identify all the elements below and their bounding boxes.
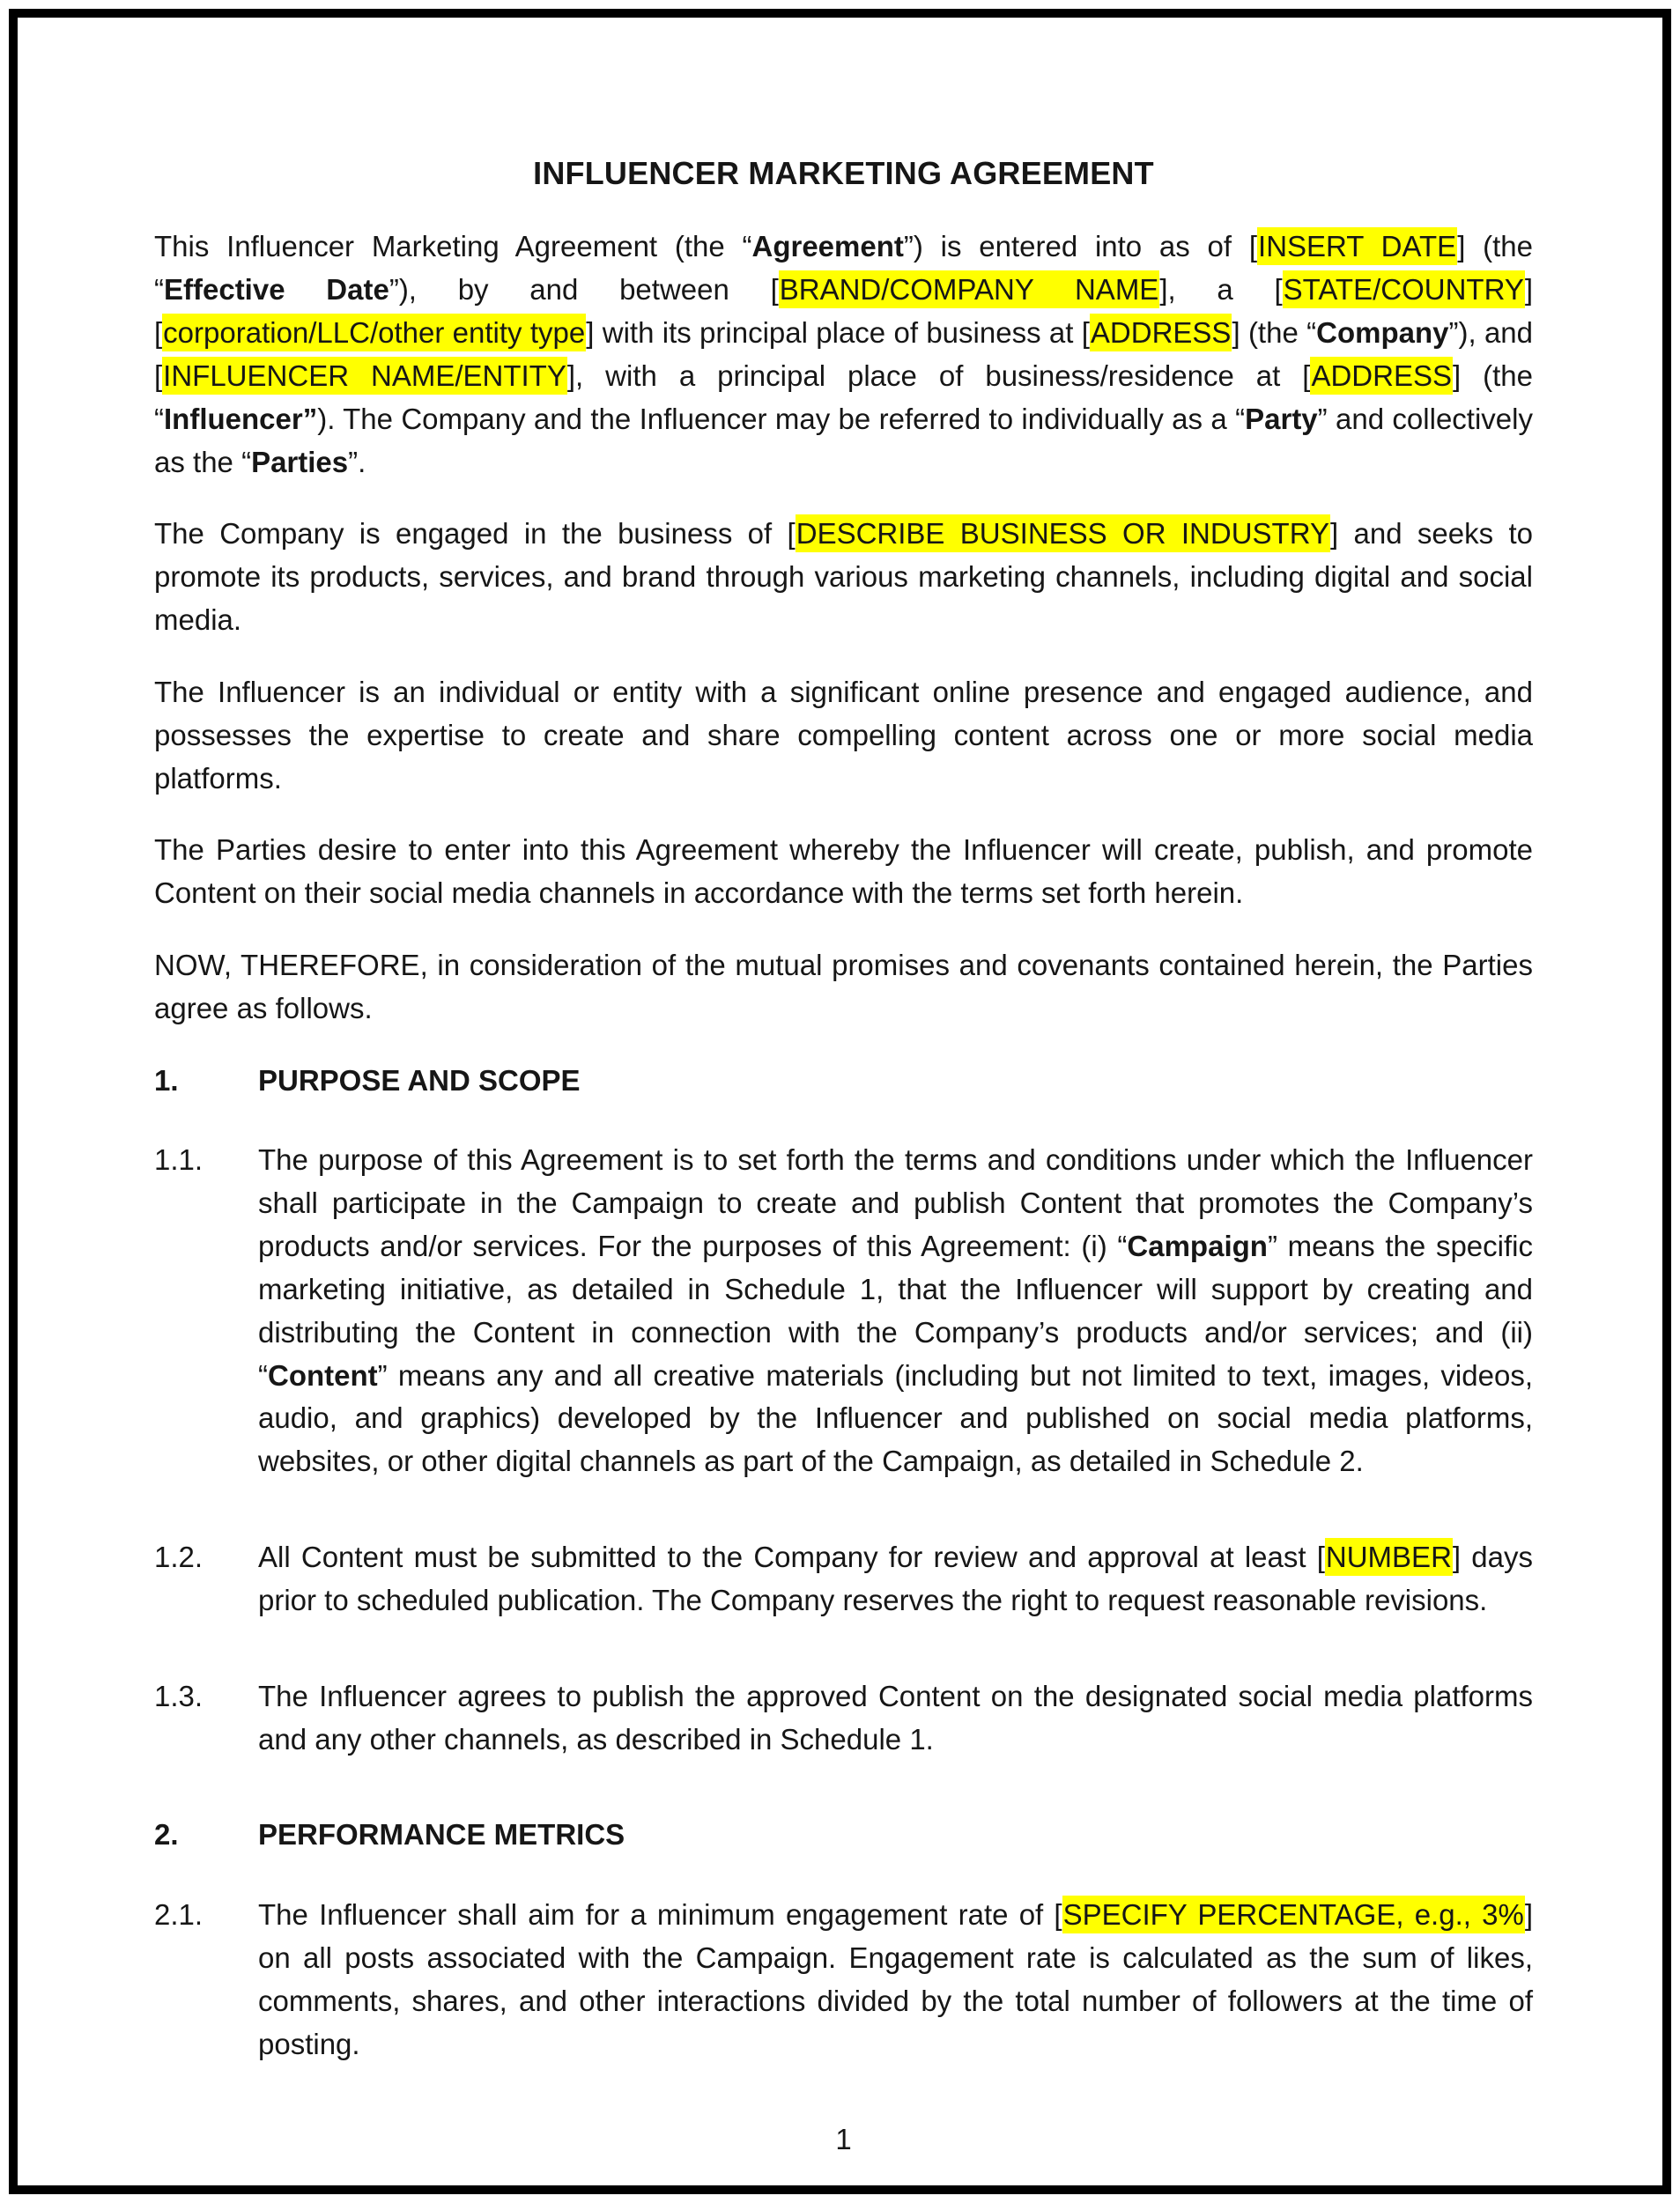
defined-term: Parties [251, 445, 349, 478]
text-run: The Influencer shall aim for a minimum engagement rate of [ [258, 1898, 1062, 1932]
defined-term: Campaign [1127, 1230, 1268, 1263]
page-number: 1 [835, 2122, 852, 2155]
placeholder-highlight: DESCRIBE BUSINESS OR INDUSTRY [796, 514, 1330, 552]
document-title: INFLUENCER MARKETING AGREEMENT [533, 155, 1154, 191]
text-run: ”. [348, 445, 366, 478]
placeholder-highlight: SPECIFY PERCENTAGE, e.g., 3% [1062, 1896, 1525, 1933]
text-run: ] days prior to scheduled publication. The Company reserves the right to request reasonable revisions. [258, 1541, 1533, 1616]
clause-text [258, 1894, 1533, 2066]
section-heading-label: PERFORMANCE METRICS [258, 1818, 625, 1852]
body-paragraph [154, 829, 1533, 915]
text-run: ] (the “ [154, 359, 1534, 435]
section-heading [154, 1060, 1533, 1103]
defined-term: Content [268, 1358, 378, 1392]
placeholder-highlight: STATE/COUNTRY [1283, 270, 1525, 308]
text-run: ], with a principal place of business/residence at [ [566, 359, 1311, 392]
placeholder-highlight: BRAND/COMPANY NAME [779, 270, 1160, 308]
text-run: The purpose of this Agreement is to set forth the terms and conditions under which the Influencer shall participate in the Campaign to create and publish Content that promotes the Company’s products and/or services. For the purposes of this Agreement: (i) “ [258, 1143, 1533, 1263]
numbered-clause [154, 1675, 1533, 1762]
text-run: ], a [ [1159, 273, 1283, 307]
clause-number: 1.2. [154, 1541, 204, 1574]
text-run: The Influencer is an individual or entity with a significant online presence and engaged audience, and possesses the expertise to create and share compelling content across one or more social media platforms. [154, 675, 1533, 795]
section-number: 2. [154, 1818, 179, 1852]
text-run: NOW, THEREFORE, in consideration of the mutual promises and covenants contained herein, the Parties agree as follows. [154, 948, 1533, 1024]
text-run: All Content must be submitted to the Company for review and approval at least [ [258, 1541, 1325, 1574]
paragraph-text [154, 676, 1533, 795]
document-blocks [154, 225, 1533, 2118]
placeholder-highlight: corporation/LLC/other entity type [162, 314, 586, 351]
text-run: ] and seeks to promote its products, services, and brand through various marketing channels, including digital and social media. [154, 517, 1533, 637]
defined-term: Party [1245, 402, 1318, 435]
numbered-clause [154, 1894, 1533, 2066]
clause-text [258, 1675, 1533, 1762]
text-run: The Parties desire to enter into this Agreement whereby the Influencer will create, publish, and promote Content on their social media channels in accordance with the terms set forth herein. [154, 833, 1533, 910]
numbered-clause [154, 1139, 1533, 1483]
section-number: 1. [154, 1063, 179, 1097]
paragraph-text [154, 833, 1533, 909]
paragraph-text [154, 514, 1533, 636]
defined-term: Effective Date [164, 273, 389, 307]
placeholder-highlight: INFLUENCER NAME/ENTITY [162, 357, 567, 395]
clause-number: 1.3. [154, 1679, 204, 1712]
text-run: ] on all posts associated with the Campaign. Engagement rate is calculated as the sum of likes, comments, shares, and other interactions divided by the total number of followers at the time of posting. [258, 1898, 1533, 2060]
defined-term: Agreement [751, 230, 904, 263]
text-run: ”), by and between [ [389, 273, 779, 307]
section-heading [154, 1814, 1533, 1857]
text-run: ”), and [ [154, 316, 1534, 392]
body-paragraph [154, 513, 1533, 641]
paragraph-text [154, 949, 1533, 1024]
defined-term: Influencer” [164, 402, 318, 435]
numbered-clause [154, 1536, 1533, 1623]
text-run: ] (the “ [154, 230, 1533, 307]
paragraph-text [154, 227, 1533, 477]
placeholder-highlight: ADDRESS [1090, 314, 1232, 351]
section-heading-label: PURPOSE AND SCOPE [258, 1063, 581, 1097]
text-run: ” means the specific marketing initiative, as detailed in Schedule 1, that the Influencer will support by creating and distributing the Content in connection with the Company’s products and/or services; and (ii) “ [258, 1230, 1533, 1392]
text-run: The Influencer agrees to publish the approved Content on the designated social media platforms and any other channels, as described in Schedule 1. [258, 1679, 1533, 1756]
text-run: The Company is engaged in the business of [ [154, 517, 796, 551]
clause-number: 2.1. [154, 1898, 204, 1932]
clause-number: 1.1. [154, 1143, 204, 1177]
text-run: ” and collectively as the “ [154, 402, 1533, 478]
clause-text [258, 1536, 1533, 1623]
placeholder-highlight: ADDRESS [1310, 357, 1453, 395]
text-run: ”) is entered into as of [ [903, 230, 1258, 263]
text-run: ] (the “ [1232, 316, 1317, 350]
text-run: ). The Company and the Influencer may be referred to individually as a “ [317, 402, 1246, 435]
text-run: ] with its principal place of business at [ [586, 316, 1090, 350]
body-paragraph [154, 225, 1533, 484]
text-run: This Influencer Marketing Agreement (the “ [154, 230, 752, 263]
clause-text [258, 1139, 1533, 1483]
body-paragraph [154, 944, 1533, 1031]
body-paragraph [154, 671, 1533, 800]
placeholder-highlight: INSERT DATE [1257, 227, 1457, 265]
placeholder-highlight: NUMBER [1325, 1538, 1453, 1576]
defined-term: Company [1316, 316, 1449, 350]
text-run: ” means any and all creative materials (including but not limited to text, images, videos, audio, and graphics) developed by the Influencer and published on social media platforms, websites, or other digital channels as part of the Campaign, as detailed in Schedule 2. [258, 1358, 1533, 1478]
text-run: ] [ [154, 273, 1534, 350]
